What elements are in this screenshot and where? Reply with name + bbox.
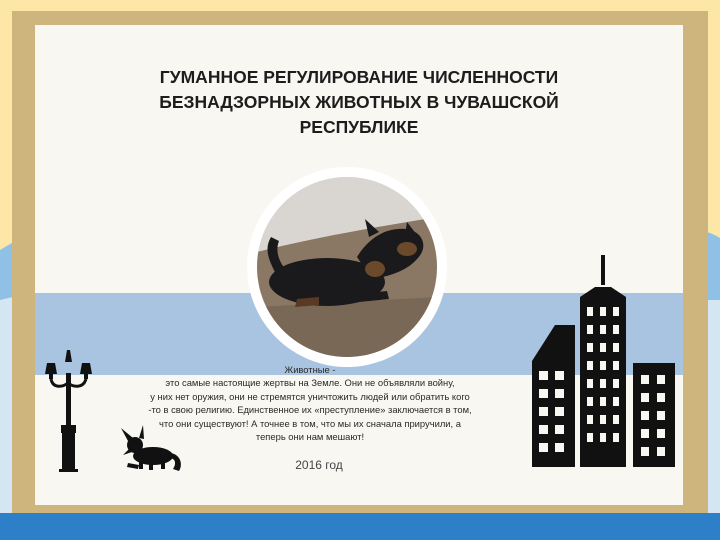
title-line: ГУМАННОЕ РЕГУЛИРОВАНИЕ ЧИСЛЕННОСТИ [159, 67, 559, 87]
bottom-bar [0, 513, 720, 540]
caption-line: это самые настоящие жертвы на Земле. Они не объявляли войну, [165, 377, 455, 389]
title-line: РЕСПУБЛИКЕ [299, 117, 419, 137]
caption-line: у них нет оружия, они не стремятся уничтожить людей или обратить кого [150, 390, 470, 402]
street-lamp-icon [45, 350, 92, 472]
caption-line: Животные - [284, 364, 336, 375]
slide-panel [35, 25, 683, 505]
title-line: БЕЗНАДЗОРНЫХ ЖИВОТНЫХ В ЧУВАШСКОЙ [159, 92, 559, 112]
slide-title [89, 65, 629, 140]
caption-text [135, 363, 485, 443]
caption-line: что они существуют! А точнее в том, что мы их сначала приручили, а [159, 417, 461, 429]
year-label: 2016 год [295, 458, 343, 472]
caption-line: -то в свою религию. Единственное их «преступление» заключается в том, [148, 404, 472, 416]
dog-photo [257, 177, 437, 357]
city-buildings-icon [532, 255, 675, 467]
caption-line: теперь они нам мешают! [255, 431, 365, 443]
dog-photo-frame [247, 167, 447, 367]
